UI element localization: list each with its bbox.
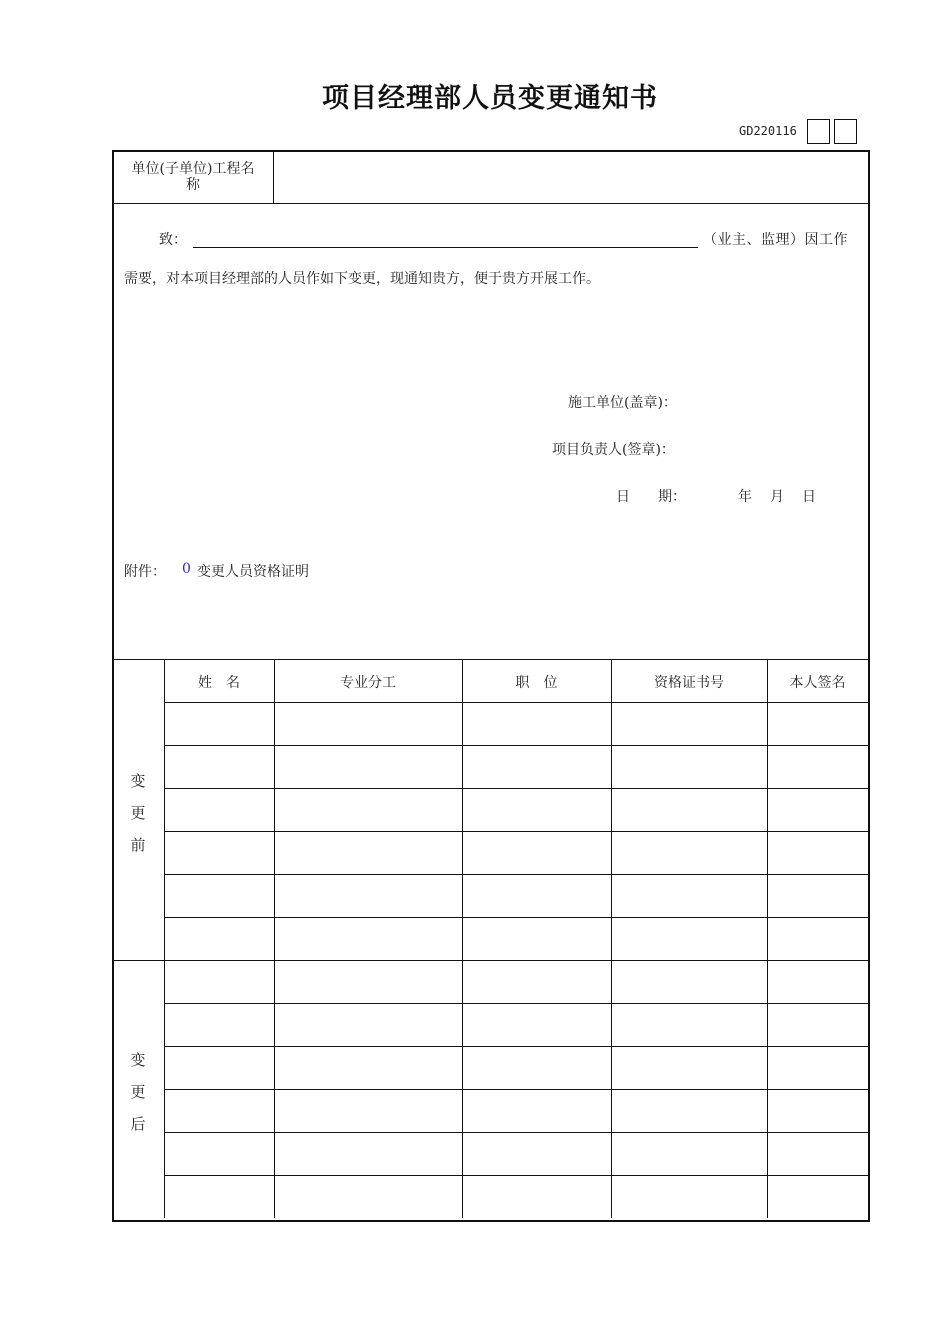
column-line [611,659,612,1218]
after-table-cell[interactable] [166,962,272,1001]
after-table-cell[interactable] [166,1177,272,1216]
row-line [164,1046,868,1047]
project-name-field[interactable] [280,170,860,190]
after-table-cell[interactable] [276,1005,460,1044]
project-name-label: 单位(子单位)工程名 称 [131,161,255,193]
before-table-cell[interactable] [464,876,609,915]
after-table-cell[interactable] [769,1048,866,1087]
before-label-char: 前 [130,835,146,854]
page-title: 项目经理部人员变更通知书 [322,83,658,114]
after-table-cell[interactable] [769,962,866,1001]
before-table-cell[interactable] [464,704,609,743]
after-table-cell[interactable] [613,1091,765,1130]
row-line [164,1089,868,1090]
before-table-cell[interactable] [166,790,272,829]
after-table-cell[interactable] [276,1048,460,1087]
section-divider [112,960,868,961]
column-header: 资格证书号 [654,675,724,691]
after-table-cell[interactable] [613,1005,765,1044]
before-table-cell[interactable] [769,704,866,743]
before-table-cell[interactable] [769,790,866,829]
form-code: GD220116 [739,124,797,138]
after-table-cell[interactable] [769,1134,866,1173]
row-line [164,1175,868,1176]
before-table-cell[interactable] [276,704,460,743]
before-table-cell[interactable] [166,876,272,915]
row-line [164,745,868,746]
serial-box-1[interactable] [807,119,830,144]
after-table-cell[interactable] [613,962,765,1001]
after-table-cell[interactable] [166,1134,272,1173]
attachment-label: 附件： [124,564,166,580]
date-label: 日 期： [616,489,686,505]
after-label-char: 变 [130,1051,146,1069]
before-table-cell[interactable] [613,747,765,786]
header-bottom-border [164,702,868,703]
column-line [462,659,463,1218]
row-line [164,1003,868,1004]
after-table-cell[interactable] [613,1048,765,1087]
after-table-cell[interactable] [276,1134,460,1173]
project-manager-label: 项目负责人(签章)： [552,442,675,458]
after-table-cell[interactable] [769,1177,866,1216]
before-table-cell[interactable] [613,704,765,743]
after-table-cell[interactable] [464,1177,609,1216]
after-table-cell[interactable] [464,962,609,1001]
after-table-cell[interactable] [613,1177,765,1216]
after-table-cell[interactable] [769,1091,866,1130]
after-label-char: 后 [130,1115,146,1133]
date-day: 日 [802,489,816,505]
body-text: 需要，对本项目经理部的人员作如下变更，现通知贵方，便于贵方开展工作。 [124,271,600,287]
column-header: 姓 名 [198,675,240,691]
before-table-cell[interactable] [464,747,609,786]
before-table-cell[interactable] [276,790,460,829]
after-table-cell[interactable] [613,1134,765,1173]
after-table-cell[interactable] [464,1134,609,1173]
after-table-cell[interactable] [166,1048,272,1087]
construction-unit-label: 施工单位(盖章)： [568,395,677,411]
divider [273,152,274,203]
column-line [274,659,275,1218]
before-table-cell[interactable] [613,919,765,958]
row-line [164,788,868,789]
before-table-cell[interactable] [613,833,765,872]
recipient-underline[interactable] [193,247,698,248]
after-table-cell[interactable] [464,1048,609,1087]
before-table-cell[interactable] [769,833,866,872]
after-table-cell[interactable] [769,1005,866,1044]
after-table-cell[interactable] [276,1177,460,1216]
attachment-count[interactable]: 0 [182,561,191,577]
divider [112,203,868,204]
before-table-cell[interactable] [166,833,272,872]
row-line [164,831,868,832]
after-table-cell[interactable] [166,1091,272,1130]
before-table-cell[interactable] [769,747,866,786]
serial-box-2[interactable] [834,119,857,144]
before-table-cell[interactable] [464,833,609,872]
to-suffix: （业主、监理）因工作 [703,232,848,248]
row-line [164,874,868,875]
after-table-cell[interactable] [464,1005,609,1044]
before-table-cell[interactable] [613,790,765,829]
to-label: 致： [159,232,187,248]
table-top-border [112,659,868,660]
before-table-cell[interactable] [166,747,272,786]
after-table-cell[interactable] [166,1005,272,1044]
column-header: 本人签名 [789,675,846,691]
after-table-cell[interactable] [276,1091,460,1130]
before-table-cell[interactable] [769,876,866,915]
column-header: 职 位 [515,675,558,691]
before-table-cell[interactable] [464,790,609,829]
row-line [164,917,868,918]
before-table-cell[interactable] [464,919,609,958]
row-line [164,1132,868,1133]
column-header: 专业分工 [340,675,396,691]
before-table-cell[interactable] [276,876,460,915]
before-table-cell[interactable] [166,704,272,743]
after-table-cell[interactable] [276,962,460,1001]
column-line [164,659,165,1218]
date-month: 月 [770,489,784,505]
column-line [767,659,768,1218]
after-table-cell[interactable] [464,1091,609,1130]
date-year: 年 [738,489,752,505]
before-table-cell[interactable] [276,833,460,872]
before-label-char: 变 [130,771,146,790]
before-table-cell[interactable] [613,876,765,915]
after-label-char: 更 [130,1083,146,1101]
before-table-cell[interactable] [769,919,866,958]
before-table-cell[interactable] [166,919,272,958]
before-label-char: 更 [130,803,146,822]
attachment-text: 变更人员资格证明 [197,564,309,580]
before-table-cell[interactable] [276,919,460,958]
before-table-cell[interactable] [276,747,460,786]
